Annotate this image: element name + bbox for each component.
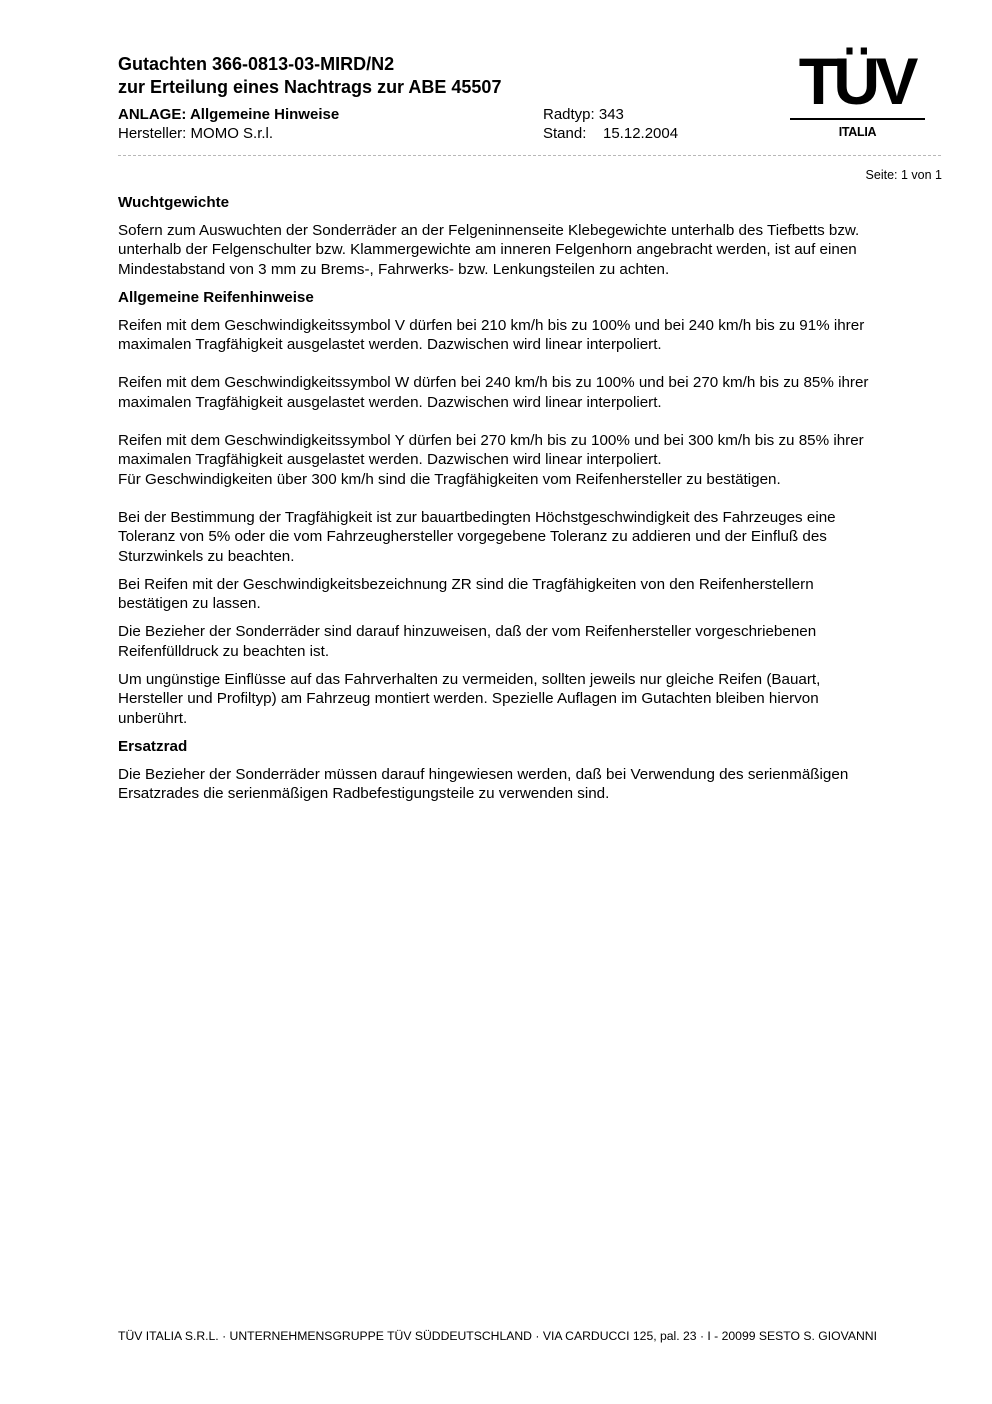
hersteller-label: Hersteller: — [118, 125, 187, 142]
text-line: Bei der Bestimmung der Tragfähigkeit ist zur bauartbedingten Höchstgeschwindigkeit des Fahrzeuges eine — [118, 508, 836, 526]
paragraph-symbol-w — [118, 373, 944, 412]
text-line: Hersteller und Profiltyp) am Fahrzeug montiert werden. Spezielle Auflagen im Gutachten bleiben hiervon — [118, 690, 819, 708]
paragraph-zr — [118, 575, 944, 614]
paragraph-tragfaehigkeit — [118, 508, 944, 566]
stand-label: Stand: — [543, 125, 587, 142]
tuv-italia-logo — [789, 44, 926, 144]
logo-subtitle: ITALIA — [838, 125, 877, 139]
radtyp-label: Radtyp: — [543, 106, 595, 123]
text-line: Sofern zum Auswuchten der Sonderräder an der Felgeninnenseite Klebegewichte unterhalb des Tiefbetts bzw. — [118, 222, 860, 239]
page-number: Seite: 1 von 1 — [865, 168, 942, 182]
header-divider — [118, 155, 941, 156]
paragraph-symbol-v — [118, 316, 944, 355]
page-footer: TÜV ITALIA S.R.L. · UNTERNEHMENSGRUPPE TÜV SÜDDEUTSCHLAND · VIA CARDUCCI 125, pal. 23 · I - 20099 SESTO S. GIOVANNI — [118, 1329, 877, 1343]
hersteller-row — [118, 124, 273, 143]
section-heading-wuchtgewichte: Wuchtgewichte — [118, 194, 230, 211]
text-line: maximalen Tragfähigkeit ausgelastet werden. Dazwischen wird linear interpoliert. — [118, 336, 662, 354]
radtyp-row — [543, 105, 624, 124]
text-line: Reifenfülldruck zu beachten ist. — [118, 642, 330, 660]
paragraph-ersatzrad — [118, 765, 944, 804]
document-title: Gutachten 366-0813-03-MIRD/N2 — [118, 54, 395, 74]
text-line: Die Bezieher der Sonderräder müssen darauf hingewiesen werden, daß bei Verwendung des serienmäßigen — [118, 765, 849, 783]
paragraph-symbol-y — [118, 431, 944, 489]
logo-divider — [790, 118, 925, 120]
text-line: unberührt. — [118, 709, 188, 727]
stand-row — [543, 124, 678, 143]
radtyp-value: 343 — [598, 106, 624, 123]
text-line: Um ungünstige Einflüsse auf das Fahrverhalten zu vermeiden, sollten jeweils nur gleiche Reifen (Bauart, — [118, 671, 821, 689]
hersteller-value: MOMO S.r.l. — [190, 125, 274, 142]
document-subtitle: zur Erteilung eines Nachtrags zur ABE 45507 — [118, 77, 502, 97]
paragraph-wuchtgewichte — [118, 221, 944, 279]
text-line: Reifen mit dem Geschwindigkeitssymbol Y dürfen bei 270 km/h bis zu 100% und bei 300 km/h bis zu 85% ihrer — [118, 432, 864, 450]
anlage-row — [118, 105, 339, 124]
text-line: Reifen mit dem Geschwindigkeitssymbol V dürfen bei 210 km/h bis zu 100% und bei 240 km/h bis zu 91% ihrer — [118, 316, 865, 334]
text-line: maximalen Tragfähigkeit ausgelastet werden. Dazwischen wird linear interpoliert. — [118, 393, 662, 411]
text-line: Bei Reifen mit der Geschwindigkeitsbezeichnung ZR sind die Tragfähigkeiten von den Reifenherstellern — [118, 575, 814, 593]
section-heading-reifenhinweise: Allgemeine Reifenhinweise — [118, 288, 314, 306]
section-heading-ersatzrad: Ersatzrad — [118, 737, 188, 755]
text-line: Toleranz von 5% oder die vom Fahrzeughersteller vorgegebene Toleranz zu addieren und der Einfluß des — [118, 528, 827, 546]
text-line: Mindestabstand von 3 mm zu Brems-, Fahrwerks- bzw. Lenkungsteilen zu achten. — [118, 260, 670, 278]
text-line: Die Bezieher der Sonderräder sind darauf hinzuweisen, daß der vom Reifenhersteller vorgeschriebenen — [118, 623, 817, 641]
anlage-value: Allgemeine Hinweise — [189, 106, 340, 123]
logo-wordmark: TÜV — [798, 44, 914, 118]
paragraph-gleiche-reifen — [118, 670, 944, 728]
text-line: Für Geschwindigkeiten über 300 km/h sind die Tragfähigkeiten vom Reifenhersteller zu bestätigen. — [118, 470, 781, 488]
text-line: unterhalb der Felgenschulter bzw. Klammergewichte am inneren Felgenhorn angebracht werden, ist auf einen — [118, 241, 857, 259]
text-line: Reifen mit dem Geschwindigkeitssymbol W dürfen bei 240 km/h bis zu 100% und bei 270 km/h bis zu 85% ihrer — [118, 374, 869, 392]
paragraph-fuelldruck — [118, 622, 944, 661]
text-line: Sturzwinkels zu beachten. — [118, 547, 295, 565]
stand-value: 15.12.2004 — [603, 125, 679, 142]
text-line: maximalen Tragfähigkeit ausgelastet werden. Dazwischen wird linear interpoliert. — [118, 451, 662, 469]
text-line: Ersatzrades die serienmäßigen Radbefestigungsteile zu verwenden sind. — [118, 785, 610, 803]
text-line: bestätigen zu lassen. — [118, 595, 261, 613]
document-body — [118, 193, 944, 813]
anlage-label: ANLAGE: — [118, 106, 187, 123]
